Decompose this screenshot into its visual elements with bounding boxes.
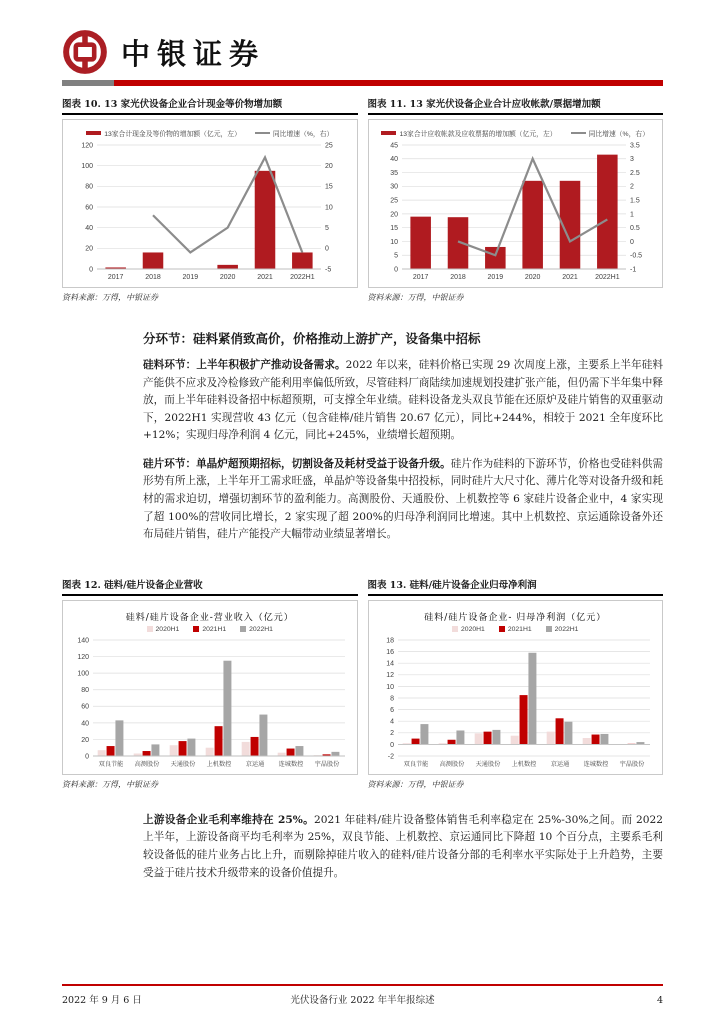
legend-line-swatch <box>571 132 586 134</box>
figure-13 <box>368 577 664 790</box>
header-divider <box>62 80 663 86</box>
svg-text:5: 5 <box>394 252 399 260</box>
chart-plot <box>372 139 658 285</box>
legend-item: 同比增速（%，右） <box>571 128 649 138</box>
figure-11-title: 图表 11. 13 家光伏设备企业合计应收帐款/票据增加额 <box>368 96 664 115</box>
paragraph-lead: 硅片环节：单晶炉超预期招标，切割设备及耗材受益于设备升级。 <box>143 457 451 470</box>
legend-bar-swatch <box>86 131 101 135</box>
legend-item: 13家合计现金及等价物的增加额（亿元，左） <box>86 128 241 138</box>
footer-row <box>62 992 663 1006</box>
svg-text:40: 40 <box>84 225 93 233</box>
svg-text:4: 4 <box>390 718 395 726</box>
svg-text:2019: 2019 <box>182 274 198 281</box>
svg-text:120: 120 <box>77 653 89 661</box>
chart-plot <box>67 139 353 285</box>
figure-11-source: 资料来源：万得，中银证券 <box>367 293 464 302</box>
footer-doc-title: 光伏设备行业 2022 年半年报综述 <box>290 995 435 1006</box>
paragraph-silicon-wafer <box>143 456 663 544</box>
svg-text:3: 3 <box>630 156 635 164</box>
svg-text:2017: 2017 <box>413 274 429 281</box>
legend-bar-swatch <box>240 626 246 632</box>
svg-text:2019: 2019 <box>487 274 504 281</box>
figure-10-title: 图表 10. 13 家光伏设备企业合计现金等价物增加额 <box>62 96 358 115</box>
boc-logo-icon <box>62 29 108 75</box>
svg-text:10: 10 <box>390 238 399 246</box>
paragraph-gross-margin <box>143 812 663 882</box>
svg-text:35: 35 <box>390 169 399 177</box>
figure-10-source: 资料来源：万得，中银证券 <box>62 293 158 302</box>
chart-legend <box>371 626 661 633</box>
svg-text:-2: -2 <box>388 753 395 761</box>
svg-text:15: 15 <box>390 225 399 233</box>
paragraph-text: 2021 年硅料/硅片设备整体销售毛利率稳定在 25%-30%之间。而 2022 上半年，上游设备商平均毛利率为 25%，双良节能、上机数控、京运通同比下降超 10 个百分点，主要系毛利较设备低的硅片业务占比上升，而剔除掉硅片收入的硅料/硅片设备分部的毛利率水平实际处于上升趋势，主要受益于硅片技术升级带来的设备价值提升。 <box>143 813 664 879</box>
svg-text:高测股份: 高测股份 <box>439 760 465 768</box>
svg-text:140: 140 <box>77 637 89 645</box>
svg-text:天通股份: 天通股份 <box>475 760 501 768</box>
chart-plot <box>372 634 658 772</box>
svg-text:80: 80 <box>84 183 93 191</box>
svg-text:2: 2 <box>390 729 395 737</box>
legend-bar-swatch <box>546 626 552 632</box>
chart-inner-title: 硅料/硅片设备企业-营业收入（亿元） <box>125 612 294 623</box>
svg-text:0: 0 <box>88 266 93 274</box>
chart-plot <box>67 634 353 772</box>
svg-text:20: 20 <box>80 736 89 744</box>
legend-item: 同比增速（%，右） <box>255 128 333 138</box>
svg-text:60: 60 <box>80 703 89 711</box>
svg-text:20: 20 <box>84 245 93 253</box>
svg-text:2018: 2018 <box>450 274 467 281</box>
svg-text:宇晶股份: 宇晶股份 <box>619 760 645 768</box>
svg-text:14: 14 <box>386 660 395 668</box>
svg-text:2020: 2020 <box>525 274 541 281</box>
svg-text:6: 6 <box>390 706 395 714</box>
header <box>62 28 663 76</box>
chart-net-profit <box>368 600 664 775</box>
svg-text:60: 60 <box>84 204 93 212</box>
svg-text:25: 25 <box>390 197 399 205</box>
svg-text:1.5: 1.5 <box>630 197 640 205</box>
svg-text:100: 100 <box>77 670 89 678</box>
svg-text:10: 10 <box>386 683 395 691</box>
legend-item: 2022H1 <box>546 626 579 633</box>
svg-text:0.5: 0.5 <box>630 225 640 233</box>
svg-text:25: 25 <box>324 142 333 150</box>
legend-bar-swatch <box>147 626 153 632</box>
svg-text:1: 1 <box>630 211 635 219</box>
svg-text:0: 0 <box>394 266 399 274</box>
paragraph-text: 硅片作为硅料的下游环节，价格也受硅料供需形势有所上涨，上半年开工需求旺盛，单晶炉等设备集中招投标，同时硅片大尺寸化、薄片化等对设备升级和耗材的需求迫切，增强切割环节的盈利能力。高测股份、天通股份、上机数控等 6 家硅片设备企业中，4 家实现了超 100%的营收同比增长，2 家实现了超 200%的归母净利润同比增速。其中上机数控、京运通除设备外还布局硅片销售，硅片产能投产大幅带动业绩显著增长。 <box>143 457 663 541</box>
figure-12 <box>62 577 358 790</box>
svg-text:2020: 2020 <box>219 274 236 281</box>
paragraph-lead: 上游设备企业毛利率维持在 25%。 <box>143 813 314 826</box>
section-heading: 分环节：硅料紧俏致高价，价格推动上游扩产，设备集中招标 <box>143 331 481 346</box>
legend-item: 2022H1 <box>240 626 273 633</box>
legend-bar-swatch <box>193 626 199 632</box>
svg-text:上机数控: 上机数控 <box>511 760 537 768</box>
svg-text:80: 80 <box>80 686 89 694</box>
legend-item: 2021H1 <box>499 626 532 633</box>
legend-item: 2021H1 <box>193 626 226 633</box>
svg-text:20: 20 <box>324 163 333 171</box>
paragraph-lead: 硅料环节：上半年积极扩产推动设备需求。 <box>143 359 346 371</box>
chart-cash-equivalents <box>62 119 358 288</box>
svg-text:2022H1: 2022H1 <box>289 274 315 281</box>
divider-gray-segment <box>62 80 114 86</box>
svg-text:双良节能: 双良节能 <box>98 760 124 768</box>
svg-text:100: 100 <box>81 163 93 171</box>
svg-text:16: 16 <box>386 648 395 656</box>
svg-text:双良节能: 双良节能 <box>403 760 429 768</box>
svg-text:20: 20 <box>390 211 399 219</box>
chart-receivables <box>368 119 664 288</box>
chart-legend <box>371 128 661 138</box>
figure-13-source: 资料来源：万得，中银证券 <box>367 779 464 789</box>
svg-text:0: 0 <box>630 238 635 246</box>
paragraph-silicon-material <box>143 357 663 445</box>
svg-text:上机数控: 上机数控 <box>206 760 232 768</box>
svg-text:120: 120 <box>81 142 93 150</box>
svg-text:2: 2 <box>630 183 635 191</box>
figure-13-title: 图表 13. 硅料/硅片设备企业归母净利润 <box>368 577 664 596</box>
legend-item: 2020H1 <box>452 626 485 633</box>
svg-text:0: 0 <box>390 741 395 749</box>
svg-text:2.5: 2.5 <box>630 169 640 177</box>
svg-text:18: 18 <box>386 637 395 645</box>
legend-line-swatch <box>255 132 270 134</box>
svg-text:天通股份: 天通股份 <box>170 760 196 768</box>
svg-text:2017: 2017 <box>107 274 124 281</box>
svg-text:京运通: 京运通 <box>550 760 570 768</box>
figure-row-2 <box>62 577 663 790</box>
svg-text:0: 0 <box>324 245 329 253</box>
svg-text:45: 45 <box>390 142 399 150</box>
chart-inner-title: 硅料/硅片设备企业- 归母净利润（亿元） <box>424 612 607 623</box>
svg-text:-1: -1 <box>630 266 637 274</box>
figure-12-title: 图表 12. 硅料/硅片设备企业营收 <box>62 577 358 596</box>
svg-text:12: 12 <box>386 671 395 679</box>
svg-text:5: 5 <box>324 225 329 233</box>
figure-12-source: 资料来源：万得，中银证券 <box>62 779 158 789</box>
svg-text:8: 8 <box>390 695 395 703</box>
svg-text:-0.5: -0.5 <box>630 252 643 260</box>
svg-text:40: 40 <box>80 720 89 728</box>
svg-text:2022H1: 2022H1 <box>595 274 620 281</box>
brand-name: 中银证券 <box>121 36 266 71</box>
footer-date: 2022 年 9 月 6 日 <box>62 995 142 1006</box>
svg-text:2021: 2021 <box>256 274 273 281</box>
svg-text:2018: 2018 <box>144 274 161 281</box>
svg-text:高测股份: 高测股份 <box>134 760 160 768</box>
legend-bar-swatch <box>499 626 505 632</box>
svg-text:15: 15 <box>324 183 333 191</box>
legend-bar-swatch <box>381 131 396 135</box>
svg-text:30: 30 <box>390 183 399 191</box>
svg-text:京运通: 京运通 <box>245 760 265 768</box>
footer <box>62 984 663 1006</box>
svg-text:0: 0 <box>84 753 89 761</box>
figure-11 <box>368 96 664 303</box>
figure-row-1 <box>62 96 663 303</box>
chart-legend <box>65 128 355 138</box>
paragraph-text: 2022 年以来，硅料价格已实现 29 次周度上涨，主要系上半年硅料产能供不应求及冷检修致产能利用率偏低所致，尽管硅料厂商陆续加速规划投建扩张产能，但仍需下半年集中释放，而上半年硅料设备招中标超预期，可支撑全年业绩。硅料设备龙头双良节能在还原炉及硅片销售的双重驱动下，2022H1 实现营收 43 亿元（包含硅棒/硅片销售 20.67 亿元），同比+244%，相较于 2021 全年度环比+12%；实现归母净利润 4 亿元，同比+245%，业绩增长超预期。 <box>143 359 663 442</box>
legend-item: 13家合计应收帐款及应收票据的增加额（亿元，左） <box>381 128 556 138</box>
chart-revenue <box>62 600 358 775</box>
svg-text:连城数控: 连城数控 <box>583 760 609 768</box>
footer-divider <box>62 984 663 986</box>
svg-text:-5: -5 <box>324 266 331 274</box>
svg-text:10: 10 <box>324 204 333 212</box>
svg-text:2021: 2021 <box>562 274 579 281</box>
figure-10 <box>62 96 358 303</box>
legend-bar-swatch <box>452 626 458 632</box>
chart-legend <box>65 626 355 633</box>
divider-red-segment <box>114 80 663 86</box>
svg-text:连城数控: 连城数控 <box>278 760 304 768</box>
legend-item: 2020H1 <box>147 626 180 633</box>
footer-page-number: 4 <box>656 995 663 1006</box>
svg-text:40: 40 <box>390 156 399 164</box>
svg-text:3.5: 3.5 <box>630 142 640 150</box>
svg-text:宇晶股份: 宇晶股份 <box>314 760 340 768</box>
